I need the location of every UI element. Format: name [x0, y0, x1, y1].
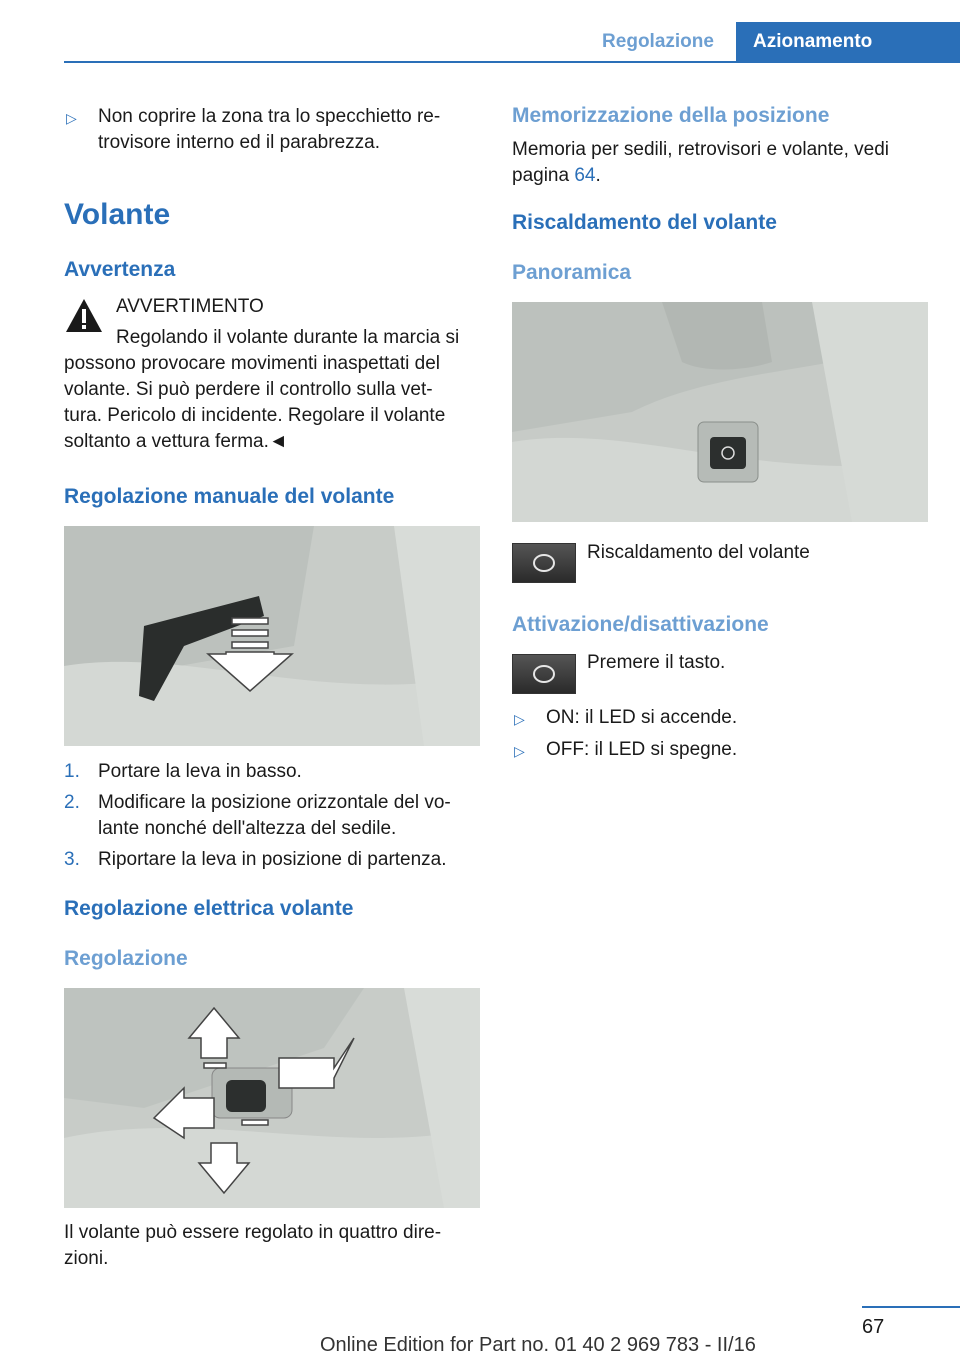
electric-heading: Regolazione elettrica volante [64, 897, 354, 920]
warning-line1: Regolando il volante durante la marcia si [116, 327, 460, 348]
step-number: 1. [64, 761, 80, 782]
lever-photo [64, 526, 480, 746]
heating-overview-photo [512, 302, 928, 522]
memory-heading: Memorizzazione della posizione [512, 104, 830, 127]
step-text: Modificare la posizione orizzontale del vo- lante nonché dell'altezza del sedile. [98, 792, 451, 839]
electric-text: Il volante può essere regolato in quattro dire- zioni. [64, 1222, 442, 1269]
electric-adjust-photo [64, 988, 480, 1208]
step-text: Portare la leva in basso. [98, 761, 302, 782]
memory-text-end: . [595, 165, 601, 186]
heating-label: Riscaldamento del volante [587, 542, 810, 563]
bullet-triangle-icon: ▷ [514, 711, 525, 727]
bullet-triangle-icon: ▷ [66, 110, 77, 126]
bullet-text: ON: il LED si accende. [546, 707, 738, 728]
memory-text [512, 137, 932, 189]
bullet-text: OFF: il LED si spegne. [546, 739, 738, 760]
page-title: Volante [64, 198, 171, 231]
header-chapter: Azionamento [736, 22, 960, 62]
page-link[interactable]: 64 [574, 165, 596, 186]
warning-heading: Avvertenza [64, 258, 176, 281]
overview-subheading: Panoramica [512, 261, 632, 284]
electric-subheading: Regolazione [64, 947, 188, 970]
step-number: 3. [64, 849, 80, 870]
step-text: Riportare la leva in posizione di partenza. [98, 849, 447, 870]
footer-rule [862, 1306, 960, 1308]
steering-heat-button-icon [512, 654, 576, 694]
bullet-triangle-icon: ▷ [514, 743, 525, 759]
step-number: 2. [64, 792, 80, 813]
activation-subheading: Attivazione/disattivazione [512, 613, 769, 636]
steering-heat-button-icon [512, 543, 576, 583]
warning-triangle-icon [64, 296, 104, 336]
header-section: Regolazione [602, 31, 714, 52]
warning-text: possono provocare movimenti inaspettati del volante. Si può perdere il controllo sulla vet- tura. Pericolo di incidente. Regolare il volante soltanto a vettura ferma.◄ [64, 353, 446, 452]
page-number: 67 [862, 1316, 885, 1338]
bullet-text: Non coprire la zona tra lo specchietto re- trovisore interno ed il parabrezza. [98, 106, 441, 153]
warning-label: AVVERTIMENTO [116, 296, 264, 317]
press-text: Premere il tasto. [587, 652, 726, 673]
edition-note: Online Edition for Part no. 01 40 2 969 783 - II/16 [320, 1334, 756, 1356]
header-rule [64, 61, 960, 63]
memory-text-body: Memoria per sedili, retrovisori e volante, vedi pagina [512, 139, 889, 186]
manual-heading: Regolazione manuale del volante [64, 485, 395, 508]
heating-heading: Riscaldamento del volante [512, 211, 777, 234]
